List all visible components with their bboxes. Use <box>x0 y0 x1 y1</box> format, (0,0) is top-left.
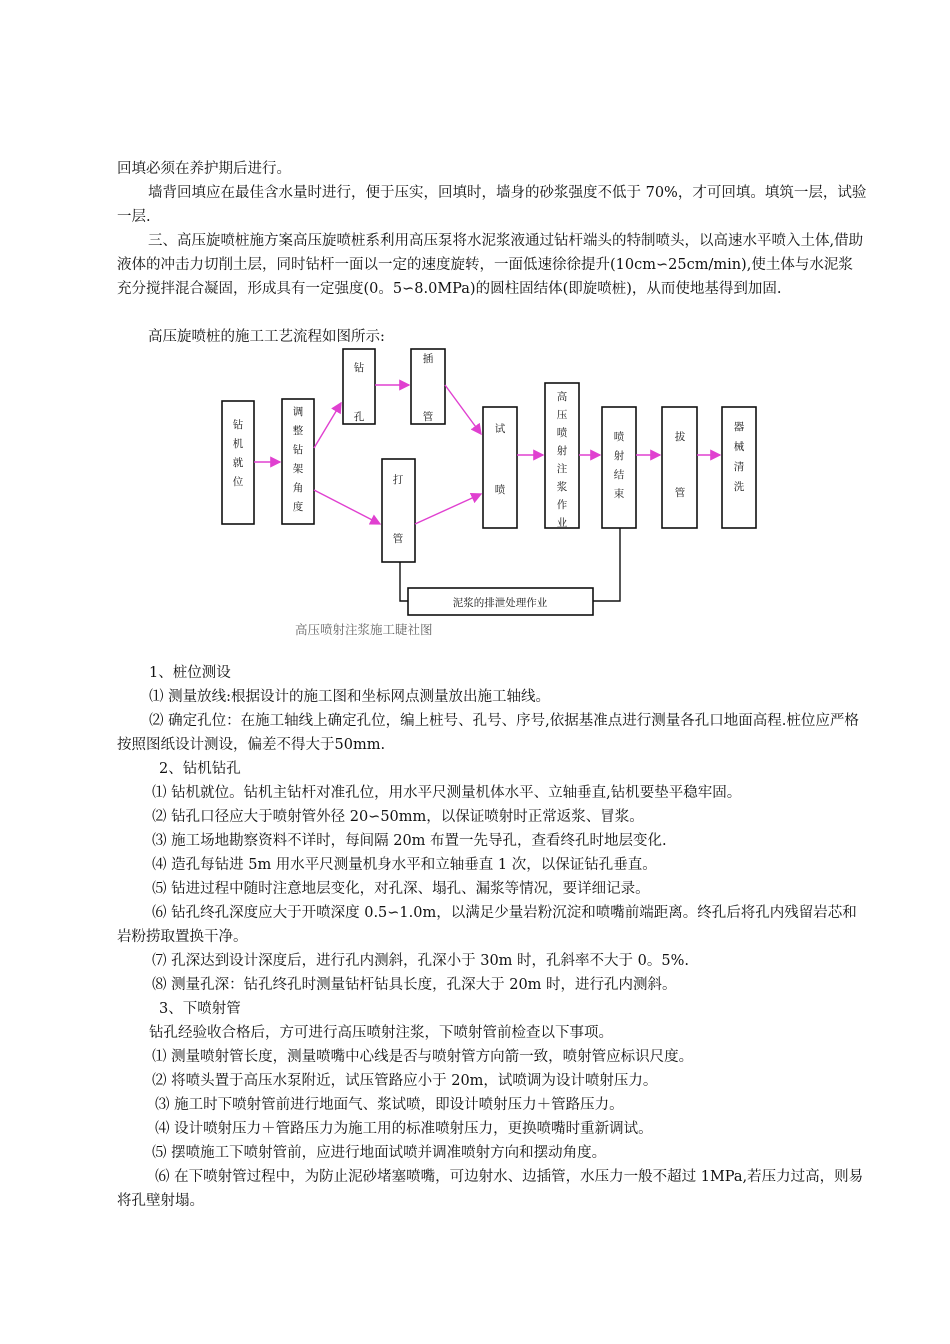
list-item: ⑵ 确定孔位：在施工轴线上确定孔位，编上桩号、孔号、序号,依据基准点进行测量各孔口地面高程.桩位应严格按照图纸设计测设，偏差不得大于50mm. <box>117 713 859 753</box>
list-item: ⑻ 测量孔深：钻孔终孔时测量钻杆钻具长度，孔深大于 20m 时，进行孔内测斜。 <box>152 977 677 993</box>
list-item: ⑵ 钻孔口径应大于喷射管外径 20∽50mm，以保证喷射时正常返浆、冒浆。 <box>152 809 644 825</box>
svg-text:位: 位 <box>232 476 244 488</box>
svg-text:械: 械 <box>733 441 745 453</box>
svg-text:浆: 浆 <box>556 481 568 493</box>
process-flowchart <box>0 0 950 640</box>
svg-text:整: 整 <box>292 425 304 437</box>
box-label-10: 泥浆的排泄处理作业 <box>452 597 548 609</box>
svg-text:就: 就 <box>232 457 244 469</box>
figure-caption: 高压喷射注浆施工睫社图 <box>295 622 433 637</box>
svg-text:喷: 喷 <box>556 427 568 439</box>
svg-text:钻: 钻 <box>292 444 304 456</box>
svg-text:管: 管 <box>422 411 434 423</box>
svg-text:喷: 喷 <box>494 484 506 496</box>
list-item: ⑵ 将喷头置于高压水泵附近，试压管路应小于 20m，试喷调为设计喷射压力。 <box>152 1073 658 1089</box>
svg-text:管: 管 <box>674 487 686 499</box>
svg-text:射: 射 <box>556 445 568 457</box>
svg-text:孔: 孔 <box>353 411 365 423</box>
box-label-9: 器 <box>733 421 745 433</box>
svg-text:清: 清 <box>733 461 745 473</box>
paragraph-4: 高压旋喷桩的施工工艺流程如图所示: <box>148 329 385 345</box>
svg-text:结: 结 <box>613 469 625 481</box>
list-item: ⑷ 设计喷射压力＋管路压力为施工用的标准喷射压力，更换喷嘴时重新调试。 <box>155 1121 653 1137</box>
svg-text:机: 机 <box>232 438 244 450</box>
list-item: ⑹ 钻孔终孔深度应大于开喷深度 0.5∽1.0m，以满足少量岩粉沉淀和喷嘴前端距离。终孔后将孔内残留岩芯和岩粉捞取置换干净。 <box>117 905 857 945</box>
list-item: ⑸ 摆喷施工下喷射管前，应进行地面试喷并调准喷射方向和摆动角度。 <box>152 1145 607 1161</box>
box-label-7: 喷 <box>613 431 625 443</box>
box-label-8: 拔 <box>674 431 686 443</box>
list-item: ⑹ 在下喷射管过程中，为防止泥砂堵塞喷嘴，可边射水、边插管，水压力一般不超过 1MPa,若压力过高，则易将孔壁射塌。 <box>117 1169 864 1209</box>
list-item: ⑴ 测量喷射管长度，测量喷嘴中心线是否与喷射管方向箭一致，喷射管应标识尺度。 <box>152 1049 694 1065</box>
svg-text:洗: 洗 <box>733 481 745 493</box>
paragraph-2: 墙背回填应在最佳含水量时进行，便于压实，回填时，墙身的砂浆强度不低于 70%，才可回填。填筑一层，试验一层. <box>117 185 867 225</box>
section-3-intro: 钻孔经验收合格后，方可进行高压喷射注浆，下喷射管前检查以下事项。 <box>149 1025 613 1041</box>
box-label-0: 钻 <box>232 419 244 431</box>
paragraph-3: 三、高压旋喷桩施方案高压旋喷桩系利用高压泵将水泥浆液通过钻杆端头的特制喷头，以高速水平喷入土体,借助液体的冲击力切削土层，同时钻杆一面以一定的速度旋转，一面低速徐徐提升(10cm∽25cm/min),使土体与水泥浆充分搅拌混合凝固，形成具有一定强度(0。5∽8.0MPa)的圆柱固结体(即旋喷桩)，从而使地基得到加固. <box>117 233 864 297</box>
list-item: ⑶ 施工场地勘察资料不详时，每间隔 20m 布置一先导孔，查看终孔时地层变化. <box>152 833 667 849</box>
svg-text:度: 度 <box>292 501 304 513</box>
section-3-heading: 3、下喷射管 <box>159 1001 241 1017</box>
svg-text:束: 束 <box>613 488 625 500</box>
box-label-5: 试 <box>494 423 506 435</box>
svg-text:作: 作 <box>556 499 568 511</box>
list-item: ⑷ 造孔每钻进 5m 用水平尺测量机身水平和立轴垂直 1 次，以保证钻孔垂直。 <box>152 857 657 873</box>
list-item: ⑺ 孔深达到设计深度后，进行孔内测斜，孔深小于 30m 时，孔斜率不大于 0。5%. <box>152 953 689 969</box>
svg-text:射: 射 <box>613 450 625 462</box>
box-label-1: 调 <box>292 406 304 418</box>
box-label-6: 高 <box>556 391 568 403</box>
svg-text:压: 压 <box>556 409 568 421</box>
list-item: ⑴ 钻机就位。钻机主钻杆对准孔位，用水平尺测量机体水平、立轴垂直,钻机要垫平稳牢固。 <box>152 785 742 801</box>
svg-text:架: 架 <box>292 463 304 475</box>
list-item: ⑴ 测量放线:根据设计的施工图和坐标网点测量放出施工轴线。 <box>149 689 550 705</box>
list-item: ⑶ 施工时下喷射管前进行地面气、浆试喷，即设计喷射压力＋管路压力。 <box>155 1097 624 1113</box>
svg-text:注: 注 <box>556 463 568 475</box>
list-item: ⑸ 钻进过程中随时注意地层变化，对孔深、塌孔、漏浆等情况，要详细记录。 <box>152 881 650 897</box>
svg-text:管: 管 <box>392 533 404 545</box>
svg-text:角: 角 <box>292 482 304 494</box>
section-2-heading: 2、钻机钻孔 <box>159 761 241 777</box>
svg-text:业: 业 <box>556 517 568 529</box>
box-label-4: 打 <box>392 474 404 486</box>
section-1-heading: 1、桩位测设 <box>149 665 231 681</box>
box-label-2: 钻 <box>353 362 365 374</box>
paragraph-1: 回填必须在养护期后进行。 <box>117 161 291 177</box>
box-label-3: 插 <box>422 353 434 365</box>
